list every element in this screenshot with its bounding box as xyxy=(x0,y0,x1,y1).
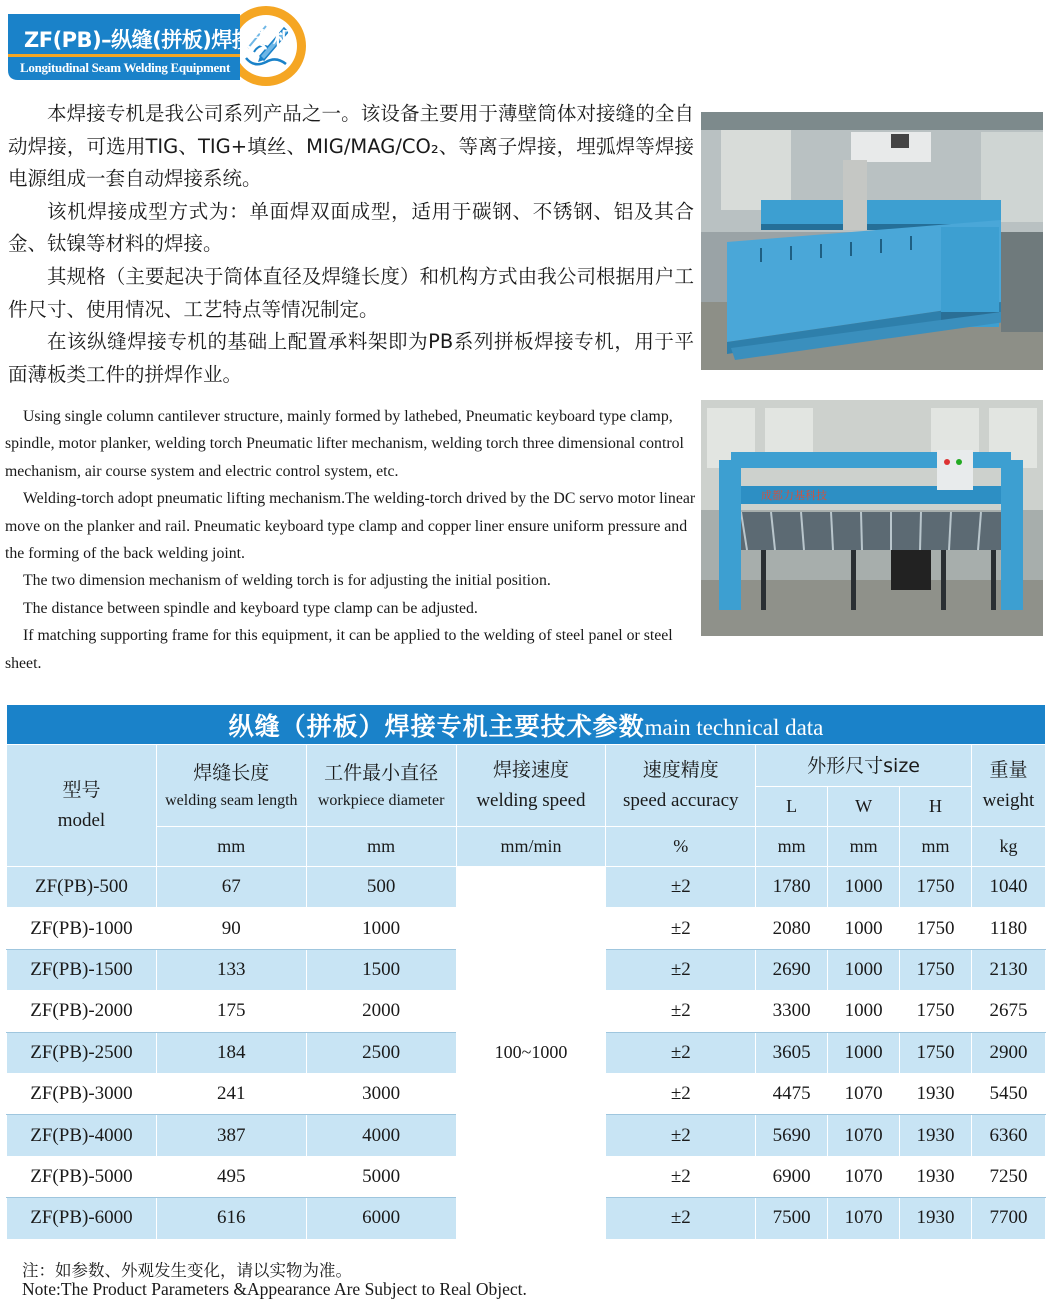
header-speed xyxy=(456,745,606,827)
cell-W: 1000 xyxy=(828,1032,900,1073)
machine-photo-2 xyxy=(701,400,1043,636)
cell-accuracy: ±2 xyxy=(606,908,756,949)
header-accuracy xyxy=(606,745,756,827)
table-title xyxy=(7,705,1046,745)
cell-W: 1070 xyxy=(828,1073,900,1114)
cell-weight: 6360 xyxy=(971,1115,1045,1156)
cell-weight: 1180 xyxy=(971,908,1045,949)
cell-W: 1070 xyxy=(828,1198,900,1239)
technical-data-table xyxy=(6,704,1046,1240)
cell-model: ZF(PB)-4000 xyxy=(7,1115,157,1156)
intro-chinese xyxy=(8,98,694,391)
intro-zh-paragraph-1: 本焊接专机是我公司系列产品之一。该设备主要用于薄壁筒体对接缝的全自动焊接，可选用TIG、TIG+填丝、MIG/MAG/CO₂、等离子焊接，埋弧焊等焊接电源组成一套自动焊接系统。 xyxy=(8,102,694,191)
cell-diameter: 5000 xyxy=(306,1156,456,1197)
cell-H: 1750 xyxy=(900,908,972,949)
cell-length: 387 xyxy=(156,1115,306,1156)
header-model-en: model xyxy=(57,809,106,831)
cell-weight: 1040 xyxy=(971,867,1045,908)
cell-model: ZF(PB)-2000 xyxy=(7,991,157,1032)
table-title-en: main technical data xyxy=(644,714,824,740)
cell-H: 1750 xyxy=(900,991,972,1032)
cell-H: 1750 xyxy=(900,1032,972,1073)
unit-length: mm xyxy=(156,827,306,867)
cell-L: 7500 xyxy=(756,1198,828,1239)
cell-length: 495 xyxy=(156,1156,306,1197)
cell-length: 133 xyxy=(156,949,306,990)
intro-english xyxy=(5,403,701,677)
cell-W: 1070 xyxy=(828,1156,900,1197)
cell-H: 1930 xyxy=(900,1198,972,1239)
cell-model: ZF(PB)-500 xyxy=(7,867,157,908)
cell-L: 1780 xyxy=(756,867,828,908)
header-model-zh: 型号 xyxy=(62,778,101,801)
cell-W: 1070 xyxy=(828,1115,900,1156)
header-speed-en: welding speed xyxy=(476,789,586,811)
cell-weight: 2900 xyxy=(971,1032,1045,1073)
header-diameter-en: workpiece diameter xyxy=(317,791,445,809)
cell-diameter: 1500 xyxy=(306,949,456,990)
cell-model: ZF(PB)-6000 xyxy=(7,1198,157,1239)
intro-en-paragraph-2: Welding-torch adopt pneumatic lifting mechanism.The welding-torch drived by the DC servo motor linear move on the planker and rail. Pneumatic keyboard type clamp and copper liner ensure uniform pressure and the forming of the back welding joint. xyxy=(5,490,696,563)
cell-accuracy: ±2 xyxy=(606,1156,756,1197)
machine-photo-1 xyxy=(701,112,1043,370)
header-diameter-zh: 工件最小直径 xyxy=(324,761,439,784)
cell-H: 1930 xyxy=(900,1115,972,1156)
header-W: W xyxy=(828,787,900,827)
cell-length: 175 xyxy=(156,991,306,1032)
cell-H: 1750 xyxy=(900,867,972,908)
cell-diameter: 2500 xyxy=(306,1032,456,1073)
cell-length: 241 xyxy=(156,1073,306,1114)
cell-model: ZF(PB)-5000 xyxy=(7,1156,157,1197)
cell-weight: 5450 xyxy=(971,1073,1045,1114)
header-seam-length xyxy=(156,745,306,827)
cell-length: 616 xyxy=(156,1198,306,1239)
cell-L: 3605 xyxy=(756,1032,828,1073)
cell-diameter: 500 xyxy=(306,867,456,908)
intro-en-paragraph-5: If matching supporting frame for this equipment, it can be applied to the welding of steel panel or steel sheet. xyxy=(5,627,673,672)
cell-accuracy: ±2 xyxy=(606,949,756,990)
header-weight-en: weight xyxy=(982,789,1035,811)
cell-W: 1000 xyxy=(828,991,900,1032)
cell-accuracy: ±2 xyxy=(606,991,756,1032)
cell-weight: 2675 xyxy=(971,991,1045,1032)
table-title-zh: 纵缝（拼板）焊接专机主要技术参数 xyxy=(228,711,645,741)
intro-en-paragraph-1: Using single column cantilever structure, mainly formed by lathebed, Pneumatic keyboard type clamp, spindle, motor planker, welding torch Pneumatic lifter mechanism, welding torch three dimensional control mechanism, air course system and electric control system, etc. xyxy=(5,408,684,480)
cell-model: ZF(PB)-1000 xyxy=(7,908,157,949)
intro-zh-paragraph-3: 其规格（主要起决于筒体直径及焊缝长度）和机构方式由我公司根据用户工件尺寸、使用情况、工艺特点等情况制定。 xyxy=(8,264,694,321)
header-weight-zh: 重量 xyxy=(989,758,1028,781)
header-model xyxy=(7,745,157,867)
cell-H: 1750 xyxy=(900,949,972,990)
header-speed-zh: 焊接速度 xyxy=(492,758,569,781)
header-length-en: welding seam length xyxy=(165,791,298,809)
unit-weight: kg xyxy=(971,827,1045,867)
cell-diameter: 4000 xyxy=(306,1115,456,1156)
cell-diameter: 3000 xyxy=(306,1073,456,1114)
cell-weight: 2130 xyxy=(971,949,1045,990)
unit-W: mm xyxy=(828,827,900,867)
header-badge xyxy=(8,6,308,86)
unit-accuracy: % xyxy=(606,827,756,867)
cell-weight: 7700 xyxy=(971,1198,1045,1239)
unit-diameter: mm xyxy=(306,827,456,867)
header-diameter xyxy=(306,745,456,827)
intro-en-paragraph-3: The two dimension mechanism of welding torch is for adjusting the initial position. xyxy=(23,572,551,590)
cell-accuracy: ±2 xyxy=(606,867,756,908)
unit-H: mm xyxy=(900,827,972,867)
cell-L: 4475 xyxy=(756,1073,828,1114)
header-weight xyxy=(971,745,1045,827)
intro-en-paragraph-4: The distance between spindle and keyboard type clamp can be adjusted. xyxy=(23,599,478,617)
header-accuracy-zh: 速度精度 xyxy=(642,758,719,781)
cell-diameter: 2000 xyxy=(306,991,456,1032)
cell-L: 6900 xyxy=(756,1156,828,1197)
cell-accuracy: ±2 xyxy=(606,1198,756,1239)
cell-L: 2690 xyxy=(756,949,828,990)
cell-H: 1930 xyxy=(900,1156,972,1197)
intro-zh-paragraph-2: 该机焊接成型方式为：单面焊双面成型，适用于碳钢、不锈钢、铝及其合金、钛镍等材料的焊接。 xyxy=(8,199,694,256)
cell-model: ZF(PB)-1500 xyxy=(7,949,157,990)
header-size-label: 外形尺寸size xyxy=(807,754,920,777)
cell-speed: 100~1000 xyxy=(456,867,606,1240)
cell-length: 184 xyxy=(156,1032,306,1073)
cell-model: ZF(PB)-3000 xyxy=(7,1073,157,1114)
cell-weight: 7250 xyxy=(971,1156,1045,1197)
table-row xyxy=(7,867,1046,908)
unit-L: mm xyxy=(756,827,828,867)
cell-L: 2080 xyxy=(756,908,828,949)
header-title-zh: ZF(PB)–纵缝(拼板)焊接专机 xyxy=(24,28,294,52)
header-length-zh: 焊缝长度 xyxy=(193,761,270,784)
cell-H: 1930 xyxy=(900,1073,972,1114)
header-size xyxy=(756,745,972,787)
header-title-en: Longitudinal Seam Welding Equipment xyxy=(20,60,230,75)
cell-L: 5690 xyxy=(756,1115,828,1156)
company-sign: 成都力基科技 xyxy=(761,489,827,502)
intro-zh-paragraph-4: 在该纵缝焊接专机的基础上配置承料架即为PB系列拼板焊接专机，用于平面薄板类工件的拼焊作业。 xyxy=(8,330,694,386)
header-accuracy-en: speed accuracy xyxy=(623,789,739,811)
cell-W: 1000 xyxy=(828,867,900,908)
header-H: H xyxy=(900,787,972,827)
header-L: L xyxy=(756,787,828,827)
cell-L: 3300 xyxy=(756,991,828,1032)
cell-model: ZF(PB)-2500 xyxy=(7,1032,157,1073)
table-body xyxy=(7,867,1046,1240)
note-english: Note:The Product Parameters &Appearance Are Subject to Real Object. xyxy=(22,1279,527,1299)
cell-accuracy: ±2 xyxy=(606,1115,756,1156)
cell-diameter: 1000 xyxy=(306,908,456,949)
cell-accuracy: ±2 xyxy=(606,1032,756,1073)
cell-W: 1000 xyxy=(828,949,900,990)
cell-diameter: 6000 xyxy=(306,1198,456,1239)
cell-length: 90 xyxy=(156,908,306,949)
cell-length: 67 xyxy=(156,867,306,908)
cell-W: 1000 xyxy=(828,908,900,949)
note-chinese: 注：如参数、外观发生变化，请以实物为准。 xyxy=(22,1261,352,1280)
unit-speed: mm/min xyxy=(456,827,606,867)
cell-accuracy: ±2 xyxy=(606,1073,756,1114)
